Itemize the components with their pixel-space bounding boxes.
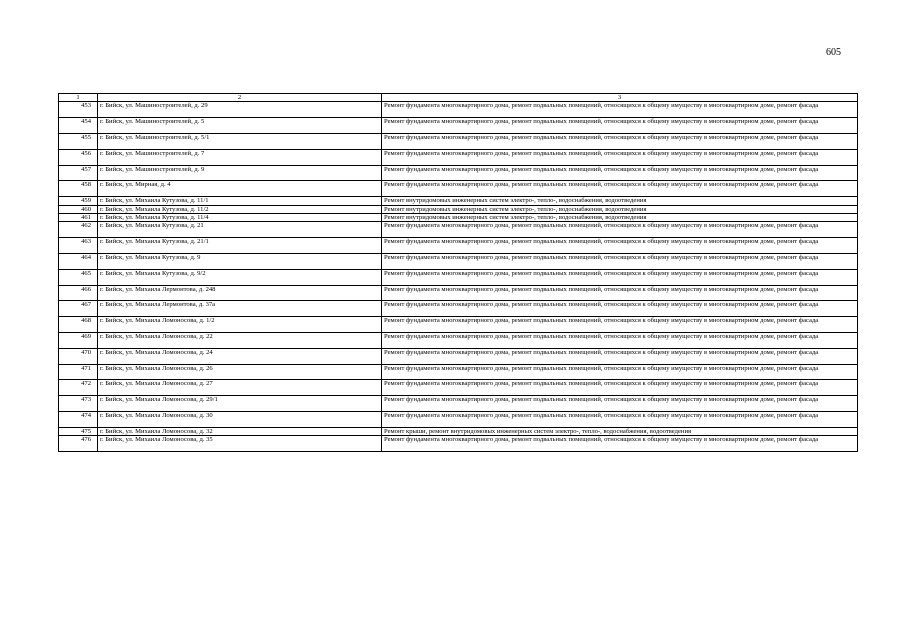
table-row (59, 181, 858, 197)
row-address-cell: г. Бийск, ул. Машиностроителей, д. 7 (98, 149, 382, 165)
row-number-cell: 457 (59, 165, 98, 181)
table-row (59, 269, 858, 285)
row-work-cell: Ремонт крыши, ремонт внутридомовых инженерных систем электро-, тепло-, водоснабжения, водоотведения (382, 427, 858, 435)
row-address-cell: г. Бийск, ул. Михаила Ломоносова, д. 35 (98, 436, 382, 452)
repair-table (58, 93, 858, 452)
table-row (59, 254, 858, 270)
row-address-cell: г. Бийск, ул. Машиностроителей, д. 5/1 (98, 134, 382, 150)
row-work-cell: Ремонт фундамента многоквартирного дома, ремонт подвальных помещений, относящихся к общему имуществу в многоквартирном доме, ремонт фасада (382, 181, 858, 197)
row-work-cell: Ремонт фундамента многоквартирного дома, ремонт подвальных помещений, относящихся к общему имуществу в многоквартирном доме, ремонт фасада (382, 436, 858, 452)
row-number-cell: 473 (59, 396, 98, 412)
row-address-cell: г. Бийск, ул. Машиностроителей, д. 5 (98, 118, 382, 134)
row-work-cell: Ремонт фундамента многоквартирного дома, ремонт подвальных помещений, относящихся к общему имуществу в многоквартирном доме, ремонт фасада (382, 222, 858, 238)
row-work-cell: Ремонт фундамента многоквартирного дома, ремонт подвальных помещений, относящихся к общему имуществу в многоквартирном доме, ремонт фасада (382, 285, 858, 301)
row-address-cell: г. Бийск, ул. Михаила Кутузова, д. 21/1 (98, 238, 382, 254)
row-work-cell: Ремонт внутридомовых инженерных систем электро-, тепло-, водоснабжения, водоотведения (382, 197, 858, 205)
row-work-cell: Ремонт внутридомовых инженерных систем электро-, тепло-, водоснабжения, водоотведения (382, 205, 858, 213)
row-work-cell: Ремонт фундамента многоквартирного дома, ремонт подвальных помещений, относящихся к общему имуществу в многоквартирном доме, ремонт фасада (382, 317, 858, 333)
row-number-cell: 471 (59, 364, 98, 380)
row-address-cell: г. Бийск, ул. Михаила Лермонтова, д. 37а (98, 301, 382, 317)
row-work-cell: Ремонт фундамента многоквартирного дома, ремонт подвальных помещений, относящихся к общему имуществу в многоквартирном доме, ремонт фасада (382, 238, 858, 254)
table-row (59, 411, 858, 427)
row-work-cell: Ремонт фундамента многоквартирного дома, ремонт подвальных помещений, относящихся к общему имуществу в многоквартирном доме, ремонт фасада (382, 364, 858, 380)
row-work-cell: Ремонт фундамента многоквартирного дома, ремонт подвальных помещений, относящихся к общему имуществу в многоквартирном доме, ремонт фасада (382, 332, 858, 348)
row-work-cell: Ремонт фундамента многоквартирного дома, ремонт подвальных помещений, относящихся к общему имуществу в многоквартирном доме, ремонт фасада (382, 118, 858, 134)
table-row (59, 285, 858, 301)
header-col-2: 2 (98, 94, 382, 102)
table-row (59, 197, 858, 205)
row-address-cell: г. Бийск, ул. Михаила Ломоносова, д. 30 (98, 411, 382, 427)
table-row (59, 102, 858, 118)
table-row (59, 214, 858, 222)
row-work-cell: Ремонт фундамента многоквартирного дома, ремонт подвальных помещений, относящихся к общему имуществу в многоквартирном доме, ремонт фасада (382, 149, 858, 165)
row-number-cell: 462 (59, 222, 98, 238)
row-address-cell: г. Бийск, ул. Михаила Ломоносова, д. 1/2 (98, 317, 382, 333)
row-number-cell: 474 (59, 411, 98, 427)
table-row (59, 364, 858, 380)
row-number-cell: 465 (59, 269, 98, 285)
table-header-row (59, 94, 858, 102)
row-number-cell: 472 (59, 380, 98, 396)
row-work-cell: Ремонт фундамента многоквартирного дома, ремонт подвальных помещений, относящихся к общему имуществу в многоквартирном доме, ремонт фасада (382, 411, 858, 427)
row-work-cell: Ремонт фундамента многоквартирного дома, ремонт подвальных помещений, относящихся к общему имуществу в многоквартирном доме, ремонт фасада (382, 348, 858, 364)
table-row (59, 118, 858, 134)
row-address-cell: г. Бийск, ул. Михаила Ломоносова, д. 26 (98, 364, 382, 380)
row-work-cell: Ремонт фундамента многоквартирного дома, ремонт подвальных помещений, относящихся к общему имуществу в многоквартирном доме, ремонт фасада (382, 269, 858, 285)
table-row (59, 165, 858, 181)
row-address-cell: г. Бийск, ул. Михаила Ломоносова, д. 27 (98, 380, 382, 396)
table-row (59, 134, 858, 150)
row-number-cell: 453 (59, 102, 98, 118)
row-work-cell: Ремонт фундамента многоквартирного дома, ремонт подвальных помещений, относящихся к общему имуществу в многоквартирном доме, ремонт фасада (382, 165, 858, 181)
row-number-cell: 459 (59, 197, 98, 205)
table-row (59, 317, 858, 333)
row-work-cell: Ремонт фундамента многоквартирного дома, ремонт подвальных помещений, относящихся к общему имуществу в многоквартирном доме, ремонт фасада (382, 102, 858, 118)
row-address-cell: г. Бийск, ул. Михаила Лермонтова, д. 248 (98, 285, 382, 301)
row-address-cell: г. Бийск, ул. Михаила Кутузова, д. 11/1 (98, 197, 382, 205)
row-address-cell: г. Бийск, ул. Михаила Ломоносова, д. 22 (98, 332, 382, 348)
row-address-cell: г. Бийск, ул. Машиностроителей, д. 9 (98, 165, 382, 181)
row-number-cell: 468 (59, 317, 98, 333)
table-row (59, 396, 858, 412)
header-col-1: 1 (59, 94, 98, 102)
row-address-cell: г. Бийск, ул. Михаила Кутузова, д. 21 (98, 222, 382, 238)
row-number-cell: 476 (59, 436, 98, 452)
row-address-cell: г. Бийск, ул. Михаила Ломоносова, д. 32 (98, 427, 382, 435)
row-work-cell: Ремонт фундамента многоквартирного дома, ремонт подвальных помещений, относящихся к общему имуществу в многоквартирном доме, ремонт фасада (382, 301, 858, 317)
table-row (59, 380, 858, 396)
row-address-cell: г. Бийск, ул. Мирная, д. 4 (98, 181, 382, 197)
row-address-cell: г. Бийск, ул. Михаила Ломоносова, д. 29/1 (98, 396, 382, 412)
row-number-cell: 475 (59, 427, 98, 435)
page-number: 605 (826, 47, 841, 58)
table-row (59, 436, 858, 452)
table-row (59, 149, 858, 165)
row-number-cell: 460 (59, 205, 98, 213)
row-number-cell: 469 (59, 332, 98, 348)
table-row (59, 222, 858, 238)
table-row (59, 427, 858, 435)
row-number-cell: 455 (59, 134, 98, 150)
header-col-3: 3 (382, 94, 858, 102)
row-number-cell: 454 (59, 118, 98, 134)
row-address-cell: г. Бийск, ул. Михаила Ломоносова, д. 24 (98, 348, 382, 364)
row-work-cell: Ремонт фундамента многоквартирного дома, ремонт подвальных помещений, относящихся к общему имуществу в многоквартирном доме, ремонт фасада (382, 134, 858, 150)
table-row (59, 332, 858, 348)
row-work-cell: Ремонт фундамента многоквартирного дома, ремонт подвальных помещений, относящихся к общему имуществу в многоквартирном доме, ремонт фасада (382, 396, 858, 412)
row-work-cell: Ремонт фундамента многоквартирного дома, ремонт подвальных помещений, относящихся к общему имуществу в многоквартирном доме, ремонт фасада (382, 380, 858, 396)
table-body (59, 94, 858, 452)
row-number-cell: 456 (59, 149, 98, 165)
row-number-cell: 467 (59, 301, 98, 317)
row-address-cell: г. Бийск, ул. Михаила Кутузова, д. 11/2 (98, 205, 382, 213)
row-address-cell: г. Бийск, ул. Михаила Кутузова, д. 9 (98, 254, 382, 270)
table-row (59, 205, 858, 213)
table-row (59, 348, 858, 364)
row-number-cell: 461 (59, 214, 98, 222)
table-row (59, 238, 858, 254)
row-number-cell: 466 (59, 285, 98, 301)
row-work-cell: Ремонт внутридомовых инженерных систем электро-, тепло-, водоснабжения, водоотведения (382, 214, 858, 222)
row-number-cell: 458 (59, 181, 98, 197)
row-address-cell: г. Бийск, ул. Машиностроителей, д. 29 (98, 102, 382, 118)
row-address-cell: г. Бийск, ул. Михаила Кутузова, д. 9/2 (98, 269, 382, 285)
row-number-cell: 464 (59, 254, 98, 270)
row-address-cell: г. Бийск, ул. Михаила Кутузова, д. 11/4 (98, 214, 382, 222)
row-number-cell: 470 (59, 348, 98, 364)
row-work-cell: Ремонт фундамента многоквартирного дома, ремонт подвальных помещений, относящихся к общему имуществу в многоквартирном доме, ремонт фасада (382, 254, 858, 270)
row-number-cell: 463 (59, 238, 98, 254)
table-row (59, 301, 858, 317)
